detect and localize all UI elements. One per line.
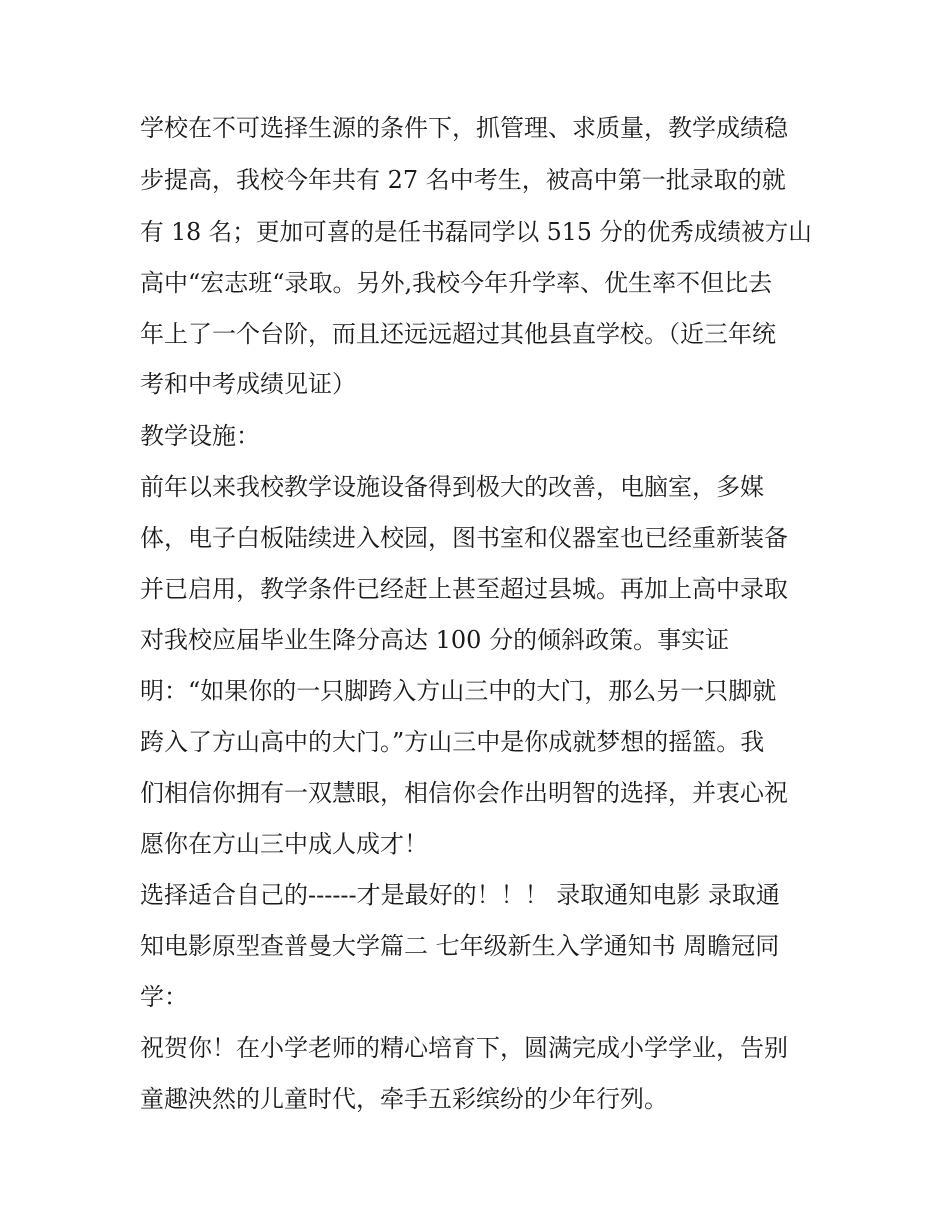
text-line-17: 知电影原型查普曼大学篇二 七年级新生入学通知书 周瞻冠同 <box>140 932 780 960</box>
text-line-4: 高中“宏志班“录取。另外,我校今年升学率、优生率不但比去 <box>140 269 773 297</box>
text-line-6: 考和中考成绩见证） <box>140 370 356 398</box>
text-line-11: 对我校应届毕业生降分高达 100 分的倾斜政策。事实证 <box>140 626 730 654</box>
text-line-5: 年上了一个台阶，而且还远远超过其他县直学校。（近三年统 <box>140 320 776 348</box>
text-line-12: 明：“如果你的一只脚跨入方山三中的大门，那么另一只脚就 <box>140 677 777 705</box>
text-line-20: 童趣泱然的儿童时代，牵手五彩缤纷的少年行列。 <box>140 1085 668 1113</box>
text-line-13: 跨入了方山高中的大门。”方山三中是你成就梦想的摇篮。我 <box>140 728 765 756</box>
text-line-2: 步提高，我校今年共有 27 名中考生，被高中第一批录取的就 <box>140 166 786 194</box>
text-line-15: 愿你在方山三中成人成才！ <box>140 830 428 858</box>
section-heading: 教学设施： <box>140 422 260 450</box>
text-line-10: 并已启用，教学条件已经赶上甚至超过县城。再加上高中录取 <box>140 575 788 603</box>
text-line-16: 选择适合自己的------才是最好的！！！ 录取通知电影 录取通 <box>140 881 780 909</box>
text-line-9: 体，电子白板陆续进入校园，图书室和仪器室也已经重新装备 <box>140 524 788 552</box>
text-line-14: 们相信你拥有一双慧眼，相信你会作出明智的选择，并衷心祝 <box>140 779 788 807</box>
text-line-3: 有 18 名；更加可喜的是任书磊同学以 515 分的优秀成绩被方山 <box>140 218 812 246</box>
text-line-8: 前年以来我校教学设施设备得到极大的改善，电脑室，多媒 <box>140 473 764 501</box>
text-line-19: 祝贺你！在小学老师的精心培育下，圆满完成小学学业，告别 <box>140 1034 788 1062</box>
text-line-18: 学： <box>140 983 188 1011</box>
text-line-1: 学校在不可选择生源的条件下，抓管理、求质量，教学成绩稳 <box>140 114 788 142</box>
